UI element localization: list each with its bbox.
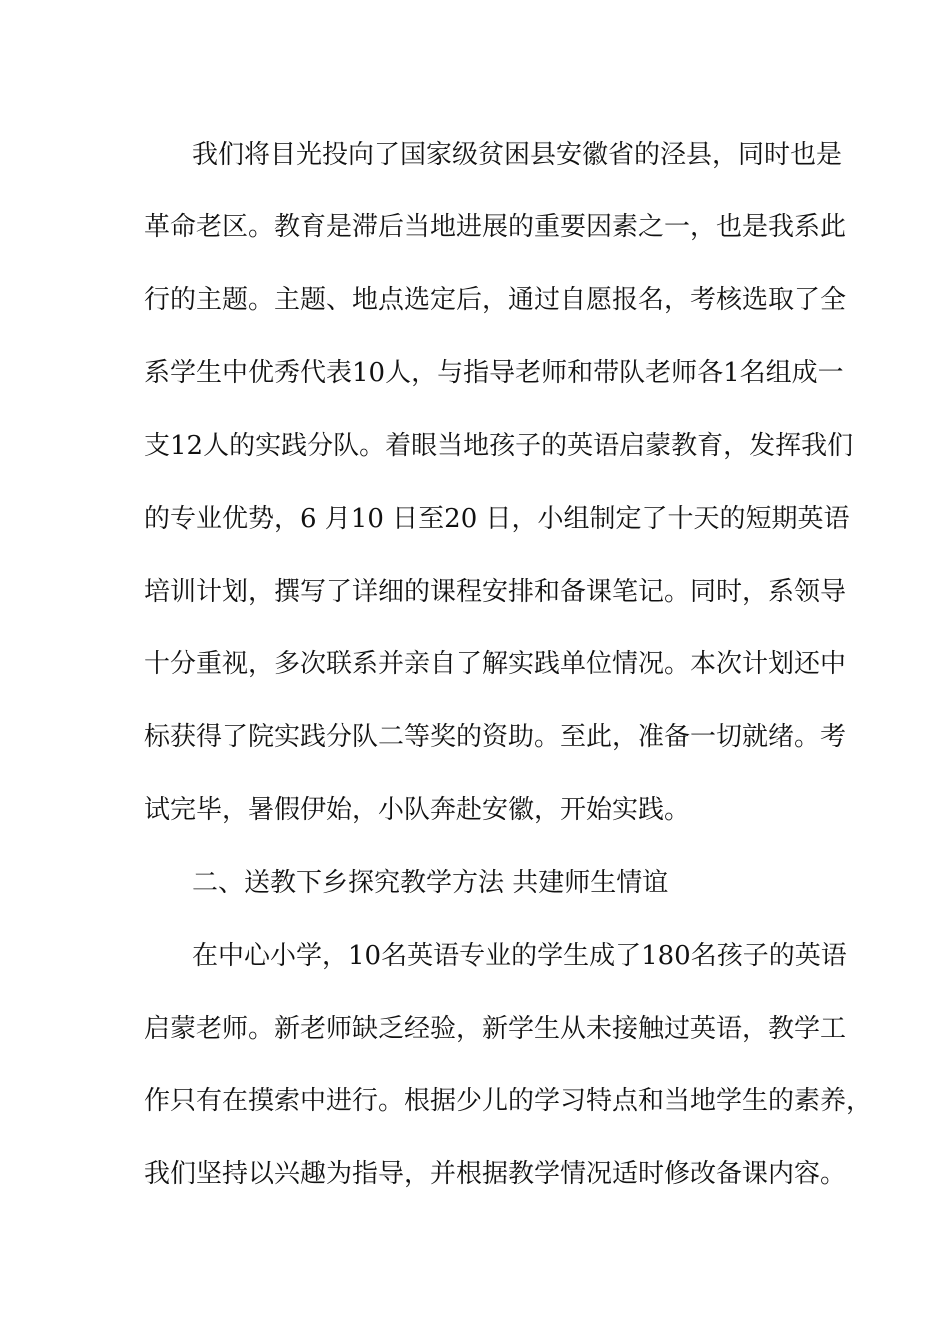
- paragraph-line: 培训计划，撰写了详细的课程安排和备课笔记。同时，系领导: [144, 577, 847, 607]
- paragraph-line: 标获得了院实践分队二等奖的资助。至此，准备一切就绪。考: [144, 722, 847, 752]
- section-heading: 二、送教下乡探究教学方法 共建师生情谊: [192, 868, 669, 898]
- paragraph-line: 革命老区。教育是滞后当地进展的重要因素之一，也是我系此: [144, 212, 847, 242]
- paragraph-line: 行的主题。主题、地点选定后，通过自愿报名，考核选取了全: [144, 285, 847, 315]
- paragraph-line: 启蒙老师。新老师缺乏经验，新学生从未接触过英语，教学工: [144, 1014, 847, 1044]
- paragraph-line: 试完毕，暑假伊始，小队奔赴安徽，开始实践。: [144, 795, 691, 825]
- paragraph-line: 在中心小学，10名英语专业的学生成了180名孩子的英语: [192, 941, 847, 971]
- paragraph-line: 作只有在摸索中进行。根据少儿的学习特点和当地学生的素养，: [144, 1086, 873, 1116]
- paragraph-line: 我们坚持以兴趣为指导，并根据教学情况适时修改备课内容。: [144, 1159, 847, 1189]
- paragraph-line: 的专业优势，6 月10 日至20 日，小组制定了十天的短期英语: [144, 504, 850, 534]
- paragraph-line: 我们将目光投向了国家级贫困县安徽省的泾县，同时也是: [192, 140, 843, 170]
- paragraph-line: 十分重视，多次联系并亲自了解实践单位情况。本次计划还中: [144, 649, 847, 679]
- paragraph-line: 支12人的实践分队。着眼当地孩子的英语启蒙教育，发挥我们: [144, 431, 854, 461]
- paragraph-line: 系学生中优秀代表10人，与指导老师和带队老师各1名组成一: [144, 358, 844, 388]
